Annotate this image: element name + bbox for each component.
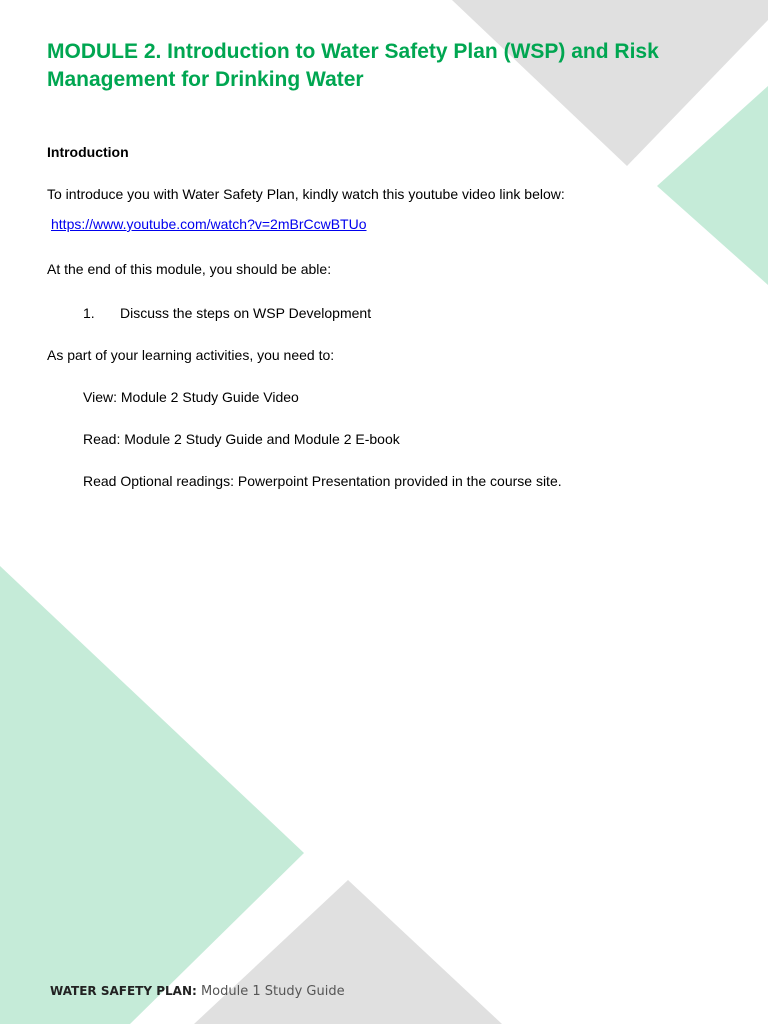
- module-title: MODULE 2. Introduction to Water Safety Plan (WSP) and Risk Management for Drinking Water: [47, 40, 659, 91]
- youtube-video-link[interactable]: https://www.youtube.com/watch?v=2mBrCcwBTUo: [51, 216, 367, 232]
- introduction-heading: Introduction: [47, 144, 129, 160]
- activities-intro: As part of your learning activities, you need to:: [47, 347, 335, 363]
- footer-label-bold: WATER SAFETY PLAN:: [50, 984, 197, 998]
- footer-label-normal: Module 1 Study Guide: [200, 984, 345, 999]
- objectives-intro: At the end of this module, you should be able:: [47, 261, 332, 277]
- objective-number: 1.: [83, 305, 95, 321]
- activity-item-view: View: Module 2 Study Guide Video: [83, 389, 299, 405]
- intro-paragraph: To introduce you with Water Safety Plan, kindly watch this youtube video link below:: [47, 186, 565, 202]
- page-footer: [50, 982, 345, 1001]
- activity-item-optional: Read Optional readings: Powerpoint Presentation provided in the course site.: [83, 473, 562, 489]
- objective-text: Discuss the steps on WSP Development: [120, 305, 372, 321]
- activity-item-read: Read: Module 2 Study Guide and Module 2 E-book: [83, 431, 400, 447]
